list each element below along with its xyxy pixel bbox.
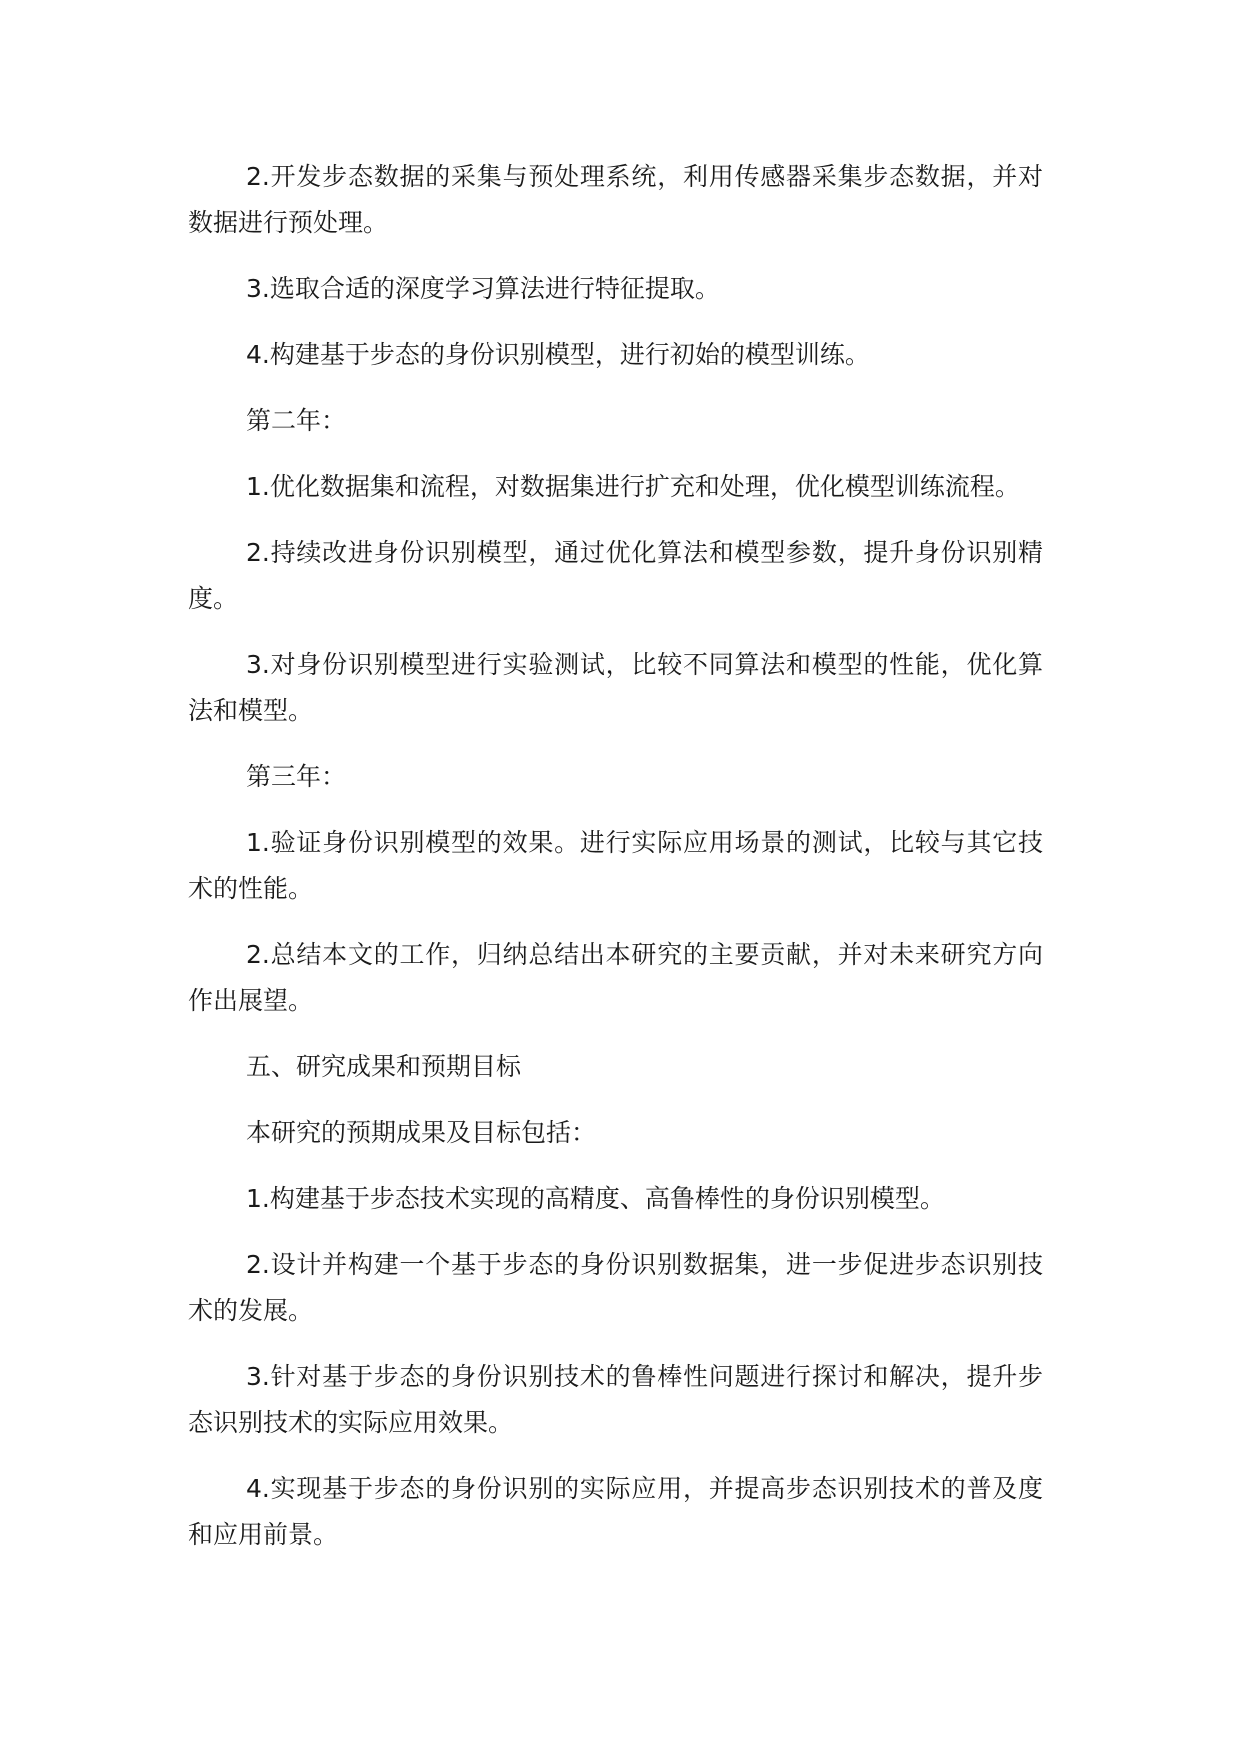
paragraph-year2-item-2: 2.持续改进身份识别模型，通过优化算法和模型参数，提升身份识别精度。 [188, 538, 1043, 613]
paragraph-goal-4: 4.实现基于步态的身份识别的实际应用，并提高步态识别技术的普及度和应用前景。 [188, 1474, 1043, 1549]
paragraph-goal-3: 3.针对基于步态的身份识别技术的鲁棒性问题进行探讨和解决，提升步态识别技术的实际应用效果。 [188, 1362, 1043, 1437]
paragraph-plan-item-3: 3.选取合适的深度学习算法进行特征提取。 [246, 274, 720, 303]
paragraph-plan-item-2: 2.开发步态数据的采集与预处理系统，利用传感器采集步态数据，并对数据进行预处理。 [188, 162, 1043, 237]
paragraph-goal-2: 2.设计并构建一个基于步态的身份识别数据集，进一步促进步态识别技术的发展。 [188, 1250, 1043, 1325]
section-heading-results: 五、研究成果和预期目标 [246, 1052, 522, 1081]
paragraph-year2-item-1: 1.优化数据集和流程，对数据集进行扩充和处理，优化模型训练流程。 [246, 472, 1020, 501]
paragraph-results-intro: 本研究的预期成果及目标包括： [246, 1118, 597, 1147]
paragraph-year3-item-1: 1.验证身份识别模型的效果。进行实际应用场景的测试，比较与其它技术的性能。 [188, 828, 1043, 903]
heading-second-year: 第二年： [246, 406, 347, 435]
paragraph-goal-1: 1.构建基于步态技术实现的高精度、高鲁棒性的身份识别模型。 [246, 1184, 945, 1213]
paragraph-year3-item-2: 2.总结本文的工作，归纳总结出本研究的主要贡献，并对未来研究方向作出展望。 [188, 940, 1043, 1015]
document-body [188, 154, 1043, 1578]
paragraph-year2-item-3: 3.对身份识别模型进行实验测试，比较不同算法和模型的性能，优化算法和模型。 [188, 650, 1043, 725]
heading-third-year: 第三年： [246, 762, 347, 791]
paragraph-plan-item-4: 4.构建基于步态的身份识别模型，进行初始的模型训练。 [246, 340, 870, 369]
